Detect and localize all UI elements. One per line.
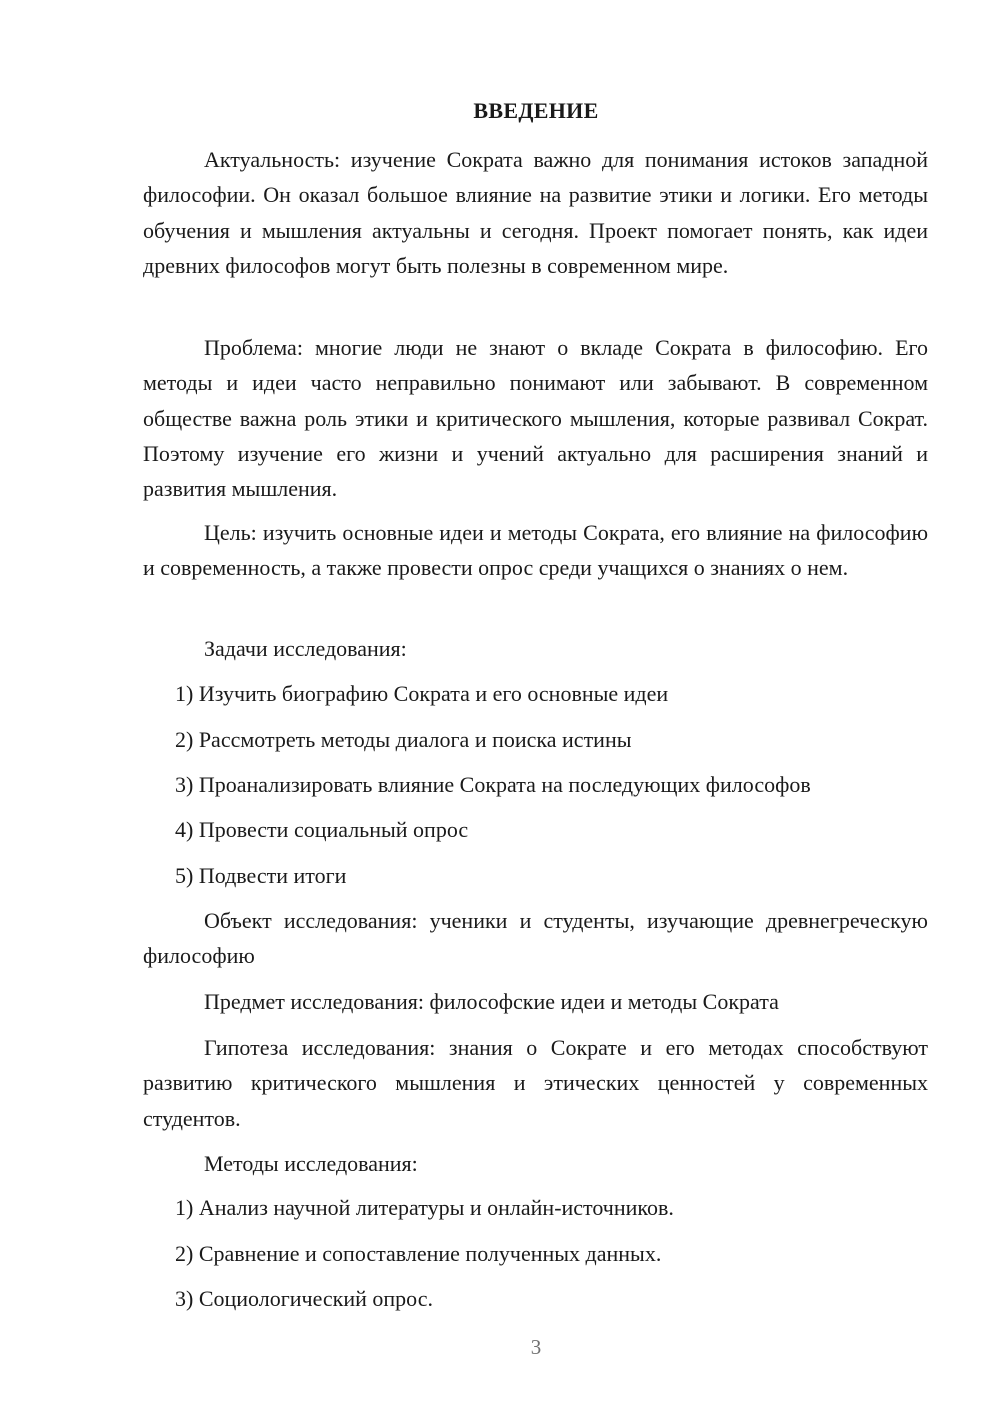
tasks-heading: Задачи исследования: [204, 636, 407, 661]
task-item: 2) Рассмотреть методы диалога и поиска истины [175, 727, 632, 752]
method-item: 2) Сравнение и сопоставление полученных данных. [175, 1241, 662, 1266]
task-item: 4) Провести социальный опрос [175, 817, 469, 842]
problem-paragraph: Проблема: многие люди не знают о вкладе Сократа в философию. Его методы и идеи часто неправильно понимают или забывают. В современном обществе важна роль этики и критического мышления, которые развивал Сократ. Поэтому изучение его жизни и учений актуально для расширения знаний и развития мышления. [143, 335, 928, 502]
task-item: 3) Проанализировать влияние Сократа на последующих философов [175, 772, 811, 797]
page-number: 3 [530, 1335, 542, 1359]
task-item: 5) Подвести итоги [175, 863, 347, 888]
hypothesis-paragraph: Гипотеза исследования: знания о Сократе и его методах способствуют развитию критического мышления и этических ценностей у современных студентов. [143, 1035, 928, 1131]
section-title: ВВЕДЕНИЕ [473, 98, 599, 123]
methods-heading: Методы исследования: [204, 1151, 418, 1176]
method-item: 1) Анализ научной литературы и онлайн-источников. [175, 1195, 674, 1220]
object-paragraph: Объект исследования: ученики и студенты, изучающие древнегреческую философию [143, 908, 928, 969]
goal-paragraph: Цель: изучить основные идеи и методы Сократа, его влияние на философию и современность, а также провести опрос среди учащихся о знаниях о нем. [143, 520, 928, 581]
method-item: 3) Социологический опрос. [175, 1286, 433, 1311]
task-item: 1) Изучить биографию Сократа и его основные идеи [175, 681, 669, 706]
subject-paragraph: Предмет исследования: философские идеи и методы Сократа [204, 989, 779, 1014]
relevance-paragraph: Актуальность: изучение Сократа важно для понимания истоков западной философии. Он оказал большое влияние на развитие этики и логики. Его методы обучения и мышления актуальны и сегодня. Проект помогает понять, как идеи древних философов могут быть полезны в современном мире. [143, 147, 928, 278]
